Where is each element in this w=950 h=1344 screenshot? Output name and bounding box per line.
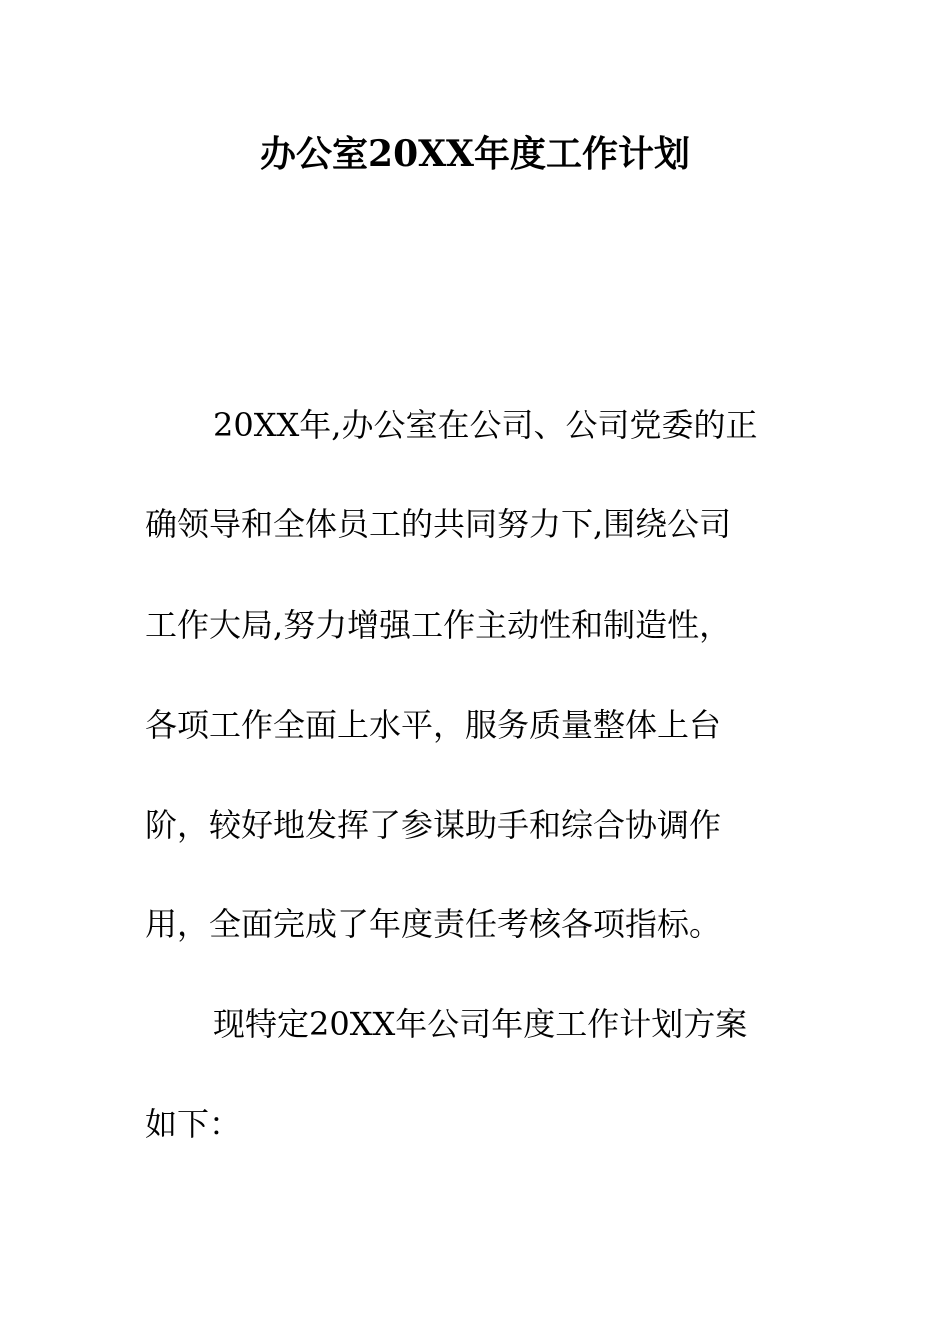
paragraph-1-line-4: 各项工作全面上水平，服务质量整体上台 — [145, 706, 722, 744]
paragraph-2-line-1: 现特定20XX年公司年度工作计划方案 — [213, 1005, 748, 1043]
paragraph-2-line-2: 如下： — [145, 1105, 242, 1143]
paragraph-1-line-1: 20XX年,办公室在公司、公司党委的正 — [213, 406, 758, 444]
paragraph-1-line-6: 用，全面完成了年度责任考核各项指标。 — [145, 905, 722, 943]
paragraph-1-line-2: 确领导和全体员工的共同努力下,围绕公司 — [145, 505, 732, 543]
paragraph-1-line-5: 阶，较好地发挥了参谋助手和综合协调作 — [145, 806, 722, 844]
paragraph-1-line-3: 工作大局,努力增强工作主动性和制造性， — [145, 606, 732, 644]
document-title: 办公室20XX年度工作计划 — [260, 133, 690, 175]
